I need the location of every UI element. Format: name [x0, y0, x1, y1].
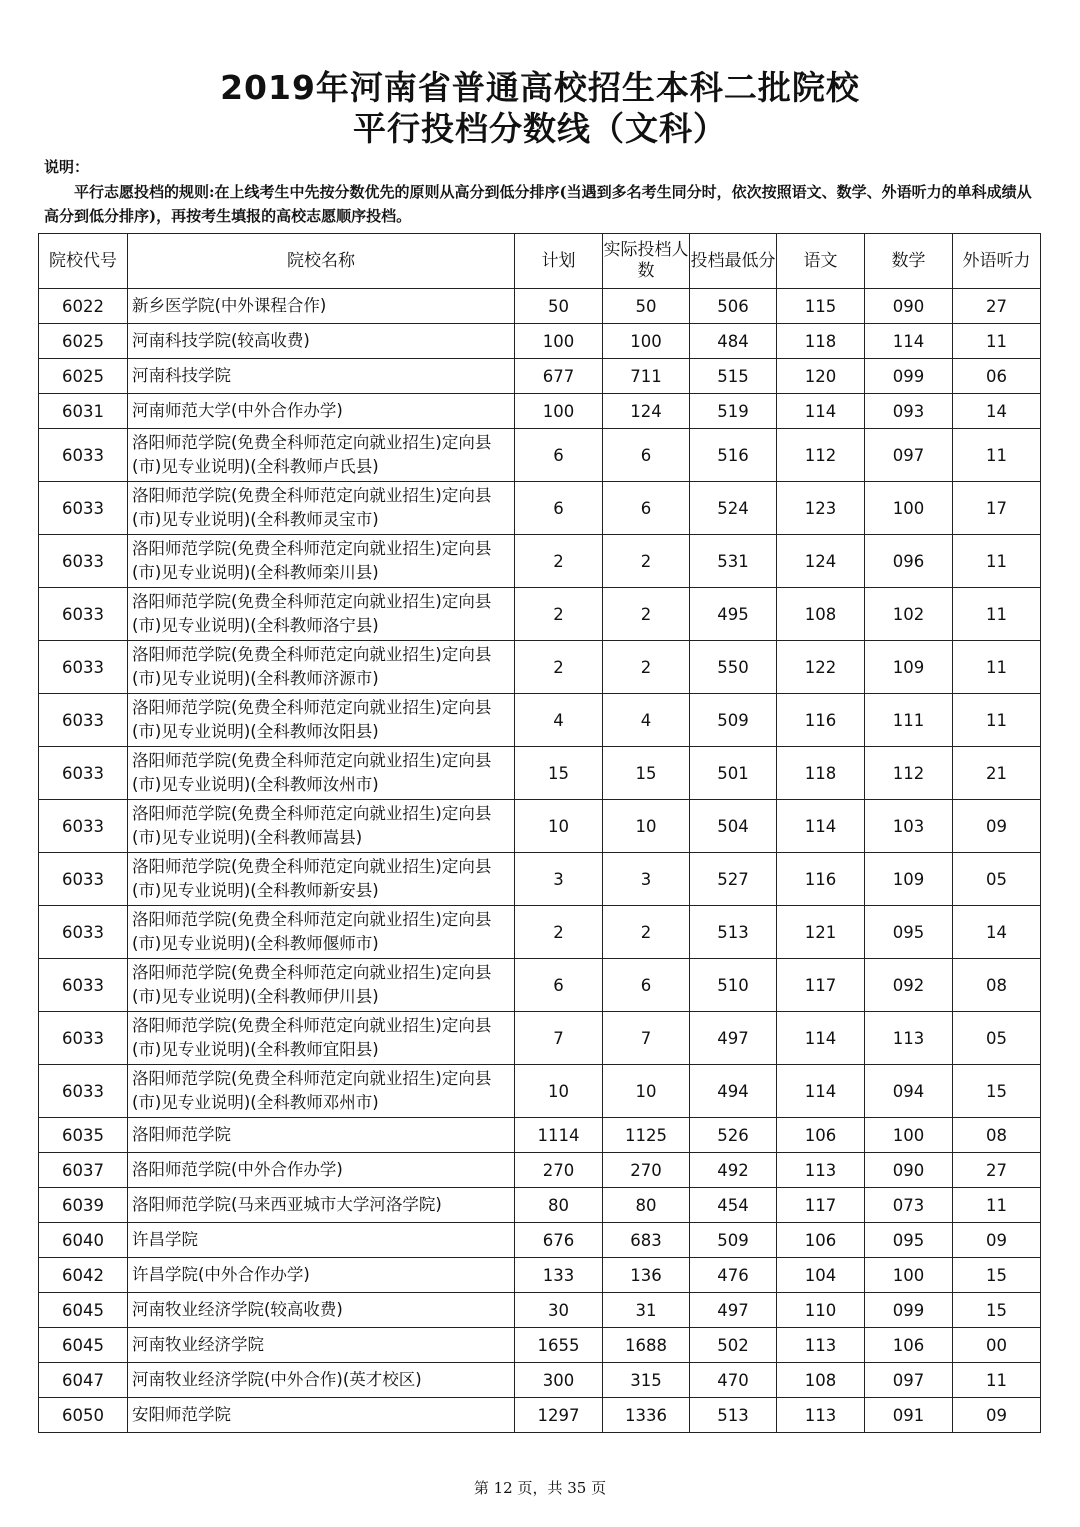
cell-plan: 50: [515, 289, 603, 324]
cell-name: 洛阳师范学院: [128, 1118, 515, 1153]
header-actual: 实际投档人数: [603, 234, 690, 289]
header-chinese: 语文: [777, 234, 865, 289]
table-row: [39, 1258, 1041, 1293]
cell-min-score: 497: [690, 1012, 777, 1065]
table-row: [39, 482, 1041, 535]
cell-plan: 2: [515, 906, 603, 959]
cell-plan: 80: [515, 1188, 603, 1223]
cell-actual: 4: [603, 694, 690, 747]
cell-math: 112: [865, 747, 953, 800]
cell-listening: 15: [953, 1258, 1041, 1293]
cell-code: 6033: [39, 588, 128, 641]
cell-chinese: 108: [777, 588, 865, 641]
cell-min-score: 497: [690, 1293, 777, 1328]
cell-chinese: 115: [777, 289, 865, 324]
cell-actual: 2: [603, 588, 690, 641]
cell-math: 090: [865, 1153, 953, 1188]
cell-chinese: 123: [777, 482, 865, 535]
table-row: [39, 429, 1041, 482]
cell-listening: 15: [953, 1293, 1041, 1328]
cell-plan: 2: [515, 535, 603, 588]
table-row: [39, 535, 1041, 588]
cell-listening: 11: [953, 588, 1041, 641]
cell-chinese: 113: [777, 1398, 865, 1433]
cell-actual: 6: [603, 482, 690, 535]
cell-plan: 270: [515, 1153, 603, 1188]
cell-chinese: 117: [777, 959, 865, 1012]
cell-code: 6033: [39, 906, 128, 959]
cell-chinese: 108: [777, 1363, 865, 1398]
cell-code: 6033: [39, 482, 128, 535]
table-row: [39, 588, 1041, 641]
cell-code: 6025: [39, 359, 128, 394]
cell-plan: 2: [515, 641, 603, 694]
cell-min-score: 476: [690, 1258, 777, 1293]
cell-name: 洛阳师范学院(免费全科师范定向就业招生)定向县(市)见专业说明)(全科教师灵宝市): [128, 482, 515, 535]
table-row: [39, 1153, 1041, 1188]
cell-actual: 1125: [603, 1118, 690, 1153]
header-plan: 计划: [515, 234, 603, 289]
cell-code: 6033: [39, 959, 128, 1012]
cell-plan: 300: [515, 1363, 603, 1398]
cell-code: 6042: [39, 1258, 128, 1293]
cell-min-score: 526: [690, 1118, 777, 1153]
cell-math: 095: [865, 906, 953, 959]
cell-min-score: 510: [690, 959, 777, 1012]
cell-min-score: 513: [690, 906, 777, 959]
cell-chinese: 104: [777, 1258, 865, 1293]
cell-name: 许昌学院: [128, 1223, 515, 1258]
cell-listening: 11: [953, 1188, 1041, 1223]
cell-listening: 08: [953, 1118, 1041, 1153]
cell-code: 6035: [39, 1118, 128, 1153]
cell-listening: 27: [953, 289, 1041, 324]
cell-name: 河南师范大学(中外合作办学): [128, 394, 515, 429]
cell-actual: 3: [603, 853, 690, 906]
cell-min-score: 519: [690, 394, 777, 429]
cell-name: 洛阳师范学院(免费全科师范定向就业招生)定向县(市)见专业说明)(全科教师济源市): [128, 641, 515, 694]
table-row: [39, 1065, 1041, 1118]
cell-chinese: 118: [777, 747, 865, 800]
cell-plan: 676: [515, 1223, 603, 1258]
cell-listening: 11: [953, 535, 1041, 588]
table-row: [39, 1188, 1041, 1223]
cell-plan: 2: [515, 588, 603, 641]
cell-min-score: 504: [690, 800, 777, 853]
cell-math: 095: [865, 1223, 953, 1258]
cell-listening: 15: [953, 1065, 1041, 1118]
table-row: [39, 1012, 1041, 1065]
cell-code: 6037: [39, 1153, 128, 1188]
cell-plan: 15: [515, 747, 603, 800]
cell-name: 河南科技学院(较高收费): [128, 324, 515, 359]
cell-plan: 10: [515, 800, 603, 853]
cell-plan: 1655: [515, 1328, 603, 1363]
table-row: [39, 1328, 1041, 1363]
cell-name: 洛阳师范学院(免费全科师范定向就业招生)定向县(市)见专业说明)(全科教师新安县): [128, 853, 515, 906]
cell-listening: 09: [953, 1223, 1041, 1258]
cell-code: 6033: [39, 641, 128, 694]
cell-actual: 80: [603, 1188, 690, 1223]
table-header-row: [39, 234, 1041, 289]
cell-min-score: 484: [690, 324, 777, 359]
table-row: [39, 1118, 1041, 1153]
cell-plan: 6: [515, 482, 603, 535]
cell-math: 097: [865, 1363, 953, 1398]
cell-code: 6045: [39, 1328, 128, 1363]
page-footer: 第 12 页，共 35 页: [473, 1479, 607, 1497]
cell-math: 092: [865, 959, 953, 1012]
cell-plan: 133: [515, 1258, 603, 1293]
cell-actual: 50: [603, 289, 690, 324]
cell-actual: 15: [603, 747, 690, 800]
header-listening: 外语听力: [953, 234, 1041, 289]
cell-min-score: 527: [690, 853, 777, 906]
cell-chinese: 117: [777, 1188, 865, 1223]
cell-chinese: 116: [777, 853, 865, 906]
cell-min-score: 550: [690, 641, 777, 694]
cell-min-score: 495: [690, 588, 777, 641]
cell-math: 114: [865, 324, 953, 359]
cell-actual: 31: [603, 1293, 690, 1328]
cell-min-score: 516: [690, 429, 777, 482]
table-row: [39, 1363, 1041, 1398]
cell-code: 6045: [39, 1293, 128, 1328]
cell-code: 6025: [39, 324, 128, 359]
cell-actual: 1688: [603, 1328, 690, 1363]
cell-listening: 05: [953, 1012, 1041, 1065]
cell-actual: 6: [603, 429, 690, 482]
header-min-score: 投档最低分: [690, 234, 777, 289]
cell-math: 073: [865, 1188, 953, 1223]
cell-code: 6040: [39, 1223, 128, 1258]
table-row: [39, 959, 1041, 1012]
cell-math: 091: [865, 1398, 953, 1433]
cell-name: 新乡医学院(中外课程合作): [128, 289, 515, 324]
cell-actual: 1336: [603, 1398, 690, 1433]
cell-chinese: 121: [777, 906, 865, 959]
cell-math: 093: [865, 394, 953, 429]
cell-min-score: 470: [690, 1363, 777, 1398]
header-math: 数学: [865, 234, 953, 289]
score-table: [38, 233, 1041, 1433]
cell-name: 洛阳师范学院(免费全科师范定向就业招生)定向县(市)见专业说明)(全科教师卢氏县): [128, 429, 515, 482]
cell-math: 102: [865, 588, 953, 641]
cell-code: 6022: [39, 289, 128, 324]
cell-actual: 136: [603, 1258, 690, 1293]
cell-plan: 1297: [515, 1398, 603, 1433]
cell-code: 6047: [39, 1363, 128, 1398]
table-row: [39, 641, 1041, 694]
cell-actual: 315: [603, 1363, 690, 1398]
header-name: 院校名称: [128, 234, 515, 289]
cell-code: 6039: [39, 1188, 128, 1223]
cell-name: 洛阳师范学院(中外合作办学): [128, 1153, 515, 1188]
cell-actual: 270: [603, 1153, 690, 1188]
page-title: 2019年河南省普通高校招生本科二批院校: [220, 68, 860, 107]
cell-listening: 11: [953, 324, 1041, 359]
table-row: [39, 1398, 1041, 1433]
cell-actual: 7: [603, 1012, 690, 1065]
header-code: 院校代号: [39, 234, 128, 289]
cell-name: 洛阳师范学院(免费全科师范定向就业招生)定向县(市)见专业说明)(全科教师洛宁县): [128, 588, 515, 641]
cell-plan: 677: [515, 359, 603, 394]
cell-code: 6033: [39, 429, 128, 482]
cell-chinese: 112: [777, 429, 865, 482]
cell-listening: 11: [953, 429, 1041, 482]
cell-code: 6033: [39, 747, 128, 800]
cell-actual: 124: [603, 394, 690, 429]
table-row: [39, 747, 1041, 800]
cell-plan: 100: [515, 324, 603, 359]
table-row: [39, 359, 1041, 394]
cell-name: 河南科技学院: [128, 359, 515, 394]
cell-listening: 17: [953, 482, 1041, 535]
cell-chinese: 122: [777, 641, 865, 694]
cell-actual: 2: [603, 906, 690, 959]
cell-code: 6033: [39, 853, 128, 906]
cell-math: 099: [865, 1293, 953, 1328]
cell-actual: 100: [603, 324, 690, 359]
table-row: [39, 1223, 1041, 1258]
cell-chinese: 114: [777, 394, 865, 429]
cell-chinese: 110: [777, 1293, 865, 1328]
cell-code: 6031: [39, 394, 128, 429]
cell-code: 6033: [39, 1012, 128, 1065]
cell-chinese: 114: [777, 1065, 865, 1118]
cell-min-score: 531: [690, 535, 777, 588]
cell-actual: 10: [603, 1065, 690, 1118]
cell-name: 洛阳师范学院(免费全科师范定向就业招生)定向县(市)见专业说明)(全科教师偃师市): [128, 906, 515, 959]
cell-math: 109: [865, 641, 953, 694]
cell-code: 6033: [39, 1065, 128, 1118]
cell-math: 096: [865, 535, 953, 588]
table-row: [39, 853, 1041, 906]
note-label: 说明：: [44, 158, 90, 176]
cell-plan: 3: [515, 853, 603, 906]
table-row: [39, 394, 1041, 429]
cell-actual: 10: [603, 800, 690, 853]
cell-name: 洛阳师范学院(免费全科师范定向就业招生)定向县(市)见专业说明)(全科教师嵩县): [128, 800, 515, 853]
cell-name: 河南牧业经济学院(中外合作)(英才校区): [128, 1363, 515, 1398]
cell-chinese: 114: [777, 800, 865, 853]
cell-math: 100: [865, 482, 953, 535]
cell-math: 100: [865, 1258, 953, 1293]
cell-chinese: 120: [777, 359, 865, 394]
cell-min-score: 454: [690, 1188, 777, 1223]
cell-listening: 21: [953, 747, 1041, 800]
cell-name: 洛阳师范学院(免费全科师范定向就业招生)定向县(市)见专业说明)(全科教师宜阳县): [128, 1012, 515, 1065]
cell-min-score: 494: [690, 1065, 777, 1118]
cell-math: 100: [865, 1118, 953, 1153]
cell-listening: 05: [953, 853, 1041, 906]
cell-min-score: 506: [690, 289, 777, 324]
cell-listening: 11: [953, 641, 1041, 694]
cell-listening: 27: [953, 1153, 1041, 1188]
cell-plan: 30: [515, 1293, 603, 1328]
cell-math: 090: [865, 289, 953, 324]
cell-listening: 11: [953, 694, 1041, 747]
cell-name: 河南牧业经济学院(较高收费): [128, 1293, 515, 1328]
table-row: [39, 906, 1041, 959]
table-row: [39, 1293, 1041, 1328]
cell-name: 洛阳师范学院(免费全科师范定向就业招生)定向县(市)见专业说明)(全科教师汝阳县): [128, 694, 515, 747]
cell-math: 094: [865, 1065, 953, 1118]
cell-math: 097: [865, 429, 953, 482]
cell-chinese: 118: [777, 324, 865, 359]
cell-name: 洛阳师范学院(免费全科师范定向就业招生)定向县(市)见专业说明)(全科教师伊川县): [128, 959, 515, 1012]
cell-min-score: 492: [690, 1153, 777, 1188]
cell-min-score: 515: [690, 359, 777, 394]
table-row: [39, 800, 1041, 853]
cell-math: 111: [865, 694, 953, 747]
cell-min-score: 501: [690, 747, 777, 800]
cell-chinese: 124: [777, 535, 865, 588]
cell-plan: 7: [515, 1012, 603, 1065]
cell-code: 6050: [39, 1398, 128, 1433]
cell-name: 洛阳师范学院(免费全科师范定向就业招生)定向县(市)见专业说明)(全科教师邓州市): [128, 1065, 515, 1118]
cell-code: 6033: [39, 694, 128, 747]
cell-name: 许昌学院(中外合作办学): [128, 1258, 515, 1293]
note-text: 平行志愿投档的规则:在上线考生中先按分数优先的原则从高分到低分排序(当遇到多名考生同分时，依次按照语文、数学、外语听力的单科成绩从高分到低分排序)，再按考生填报的高校志愿顺序投档。: [44, 183, 1032, 225]
cell-plan: 100: [515, 394, 603, 429]
cell-name: 洛阳师范学院(免费全科师范定向就业招生)定向县(市)见专业说明)(全科教师栾川县): [128, 535, 515, 588]
table-row: [39, 694, 1041, 747]
cell-chinese: 113: [777, 1328, 865, 1363]
cell-listening: 09: [953, 800, 1041, 853]
table-row: [39, 289, 1041, 324]
table-row: [39, 324, 1041, 359]
cell-math: 103: [865, 800, 953, 853]
cell-min-score: 509: [690, 1223, 777, 1258]
cell-math: 099: [865, 359, 953, 394]
cell-actual: 711: [603, 359, 690, 394]
cell-min-score: 502: [690, 1328, 777, 1363]
cell-listening: 06: [953, 359, 1041, 394]
page-subtitle: 平行投档分数线（文科）: [353, 109, 727, 148]
cell-chinese: 106: [777, 1118, 865, 1153]
cell-min-score: 513: [690, 1398, 777, 1433]
cell-listening: 00: [953, 1328, 1041, 1363]
cell-chinese: 106: [777, 1223, 865, 1258]
cell-plan: 6: [515, 959, 603, 1012]
cell-plan: 6: [515, 429, 603, 482]
cell-actual: 2: [603, 535, 690, 588]
cell-min-score: 524: [690, 482, 777, 535]
cell-math: 109: [865, 853, 953, 906]
cell-actual: 6: [603, 959, 690, 1012]
cell-listening: 14: [953, 394, 1041, 429]
cell-code: 6033: [39, 800, 128, 853]
cell-chinese: 113: [777, 1153, 865, 1188]
cell-plan: 4: [515, 694, 603, 747]
cell-min-score: 509: [690, 694, 777, 747]
cell-chinese: 116: [777, 694, 865, 747]
cell-plan: 1114: [515, 1118, 603, 1153]
cell-chinese: 114: [777, 1012, 865, 1065]
cell-actual: 2: [603, 641, 690, 694]
cell-actual: 683: [603, 1223, 690, 1258]
cell-name: 安阳师范学院: [128, 1398, 515, 1433]
cell-listening: 09: [953, 1398, 1041, 1433]
cell-code: 6033: [39, 535, 128, 588]
cell-listening: 14: [953, 906, 1041, 959]
cell-math: 106: [865, 1328, 953, 1363]
cell-listening: 11: [953, 1363, 1041, 1398]
cell-plan: 10: [515, 1065, 603, 1118]
cell-name: 河南牧业经济学院: [128, 1328, 515, 1363]
cell-math: 113: [865, 1012, 953, 1065]
cell-name: 洛阳师范学院(免费全科师范定向就业招生)定向县(市)见专业说明)(全科教师汝州市): [128, 747, 515, 800]
cell-listening: 08: [953, 959, 1041, 1012]
cell-name: 洛阳师范学院(马来西亚城市大学河洛学院): [128, 1188, 515, 1223]
